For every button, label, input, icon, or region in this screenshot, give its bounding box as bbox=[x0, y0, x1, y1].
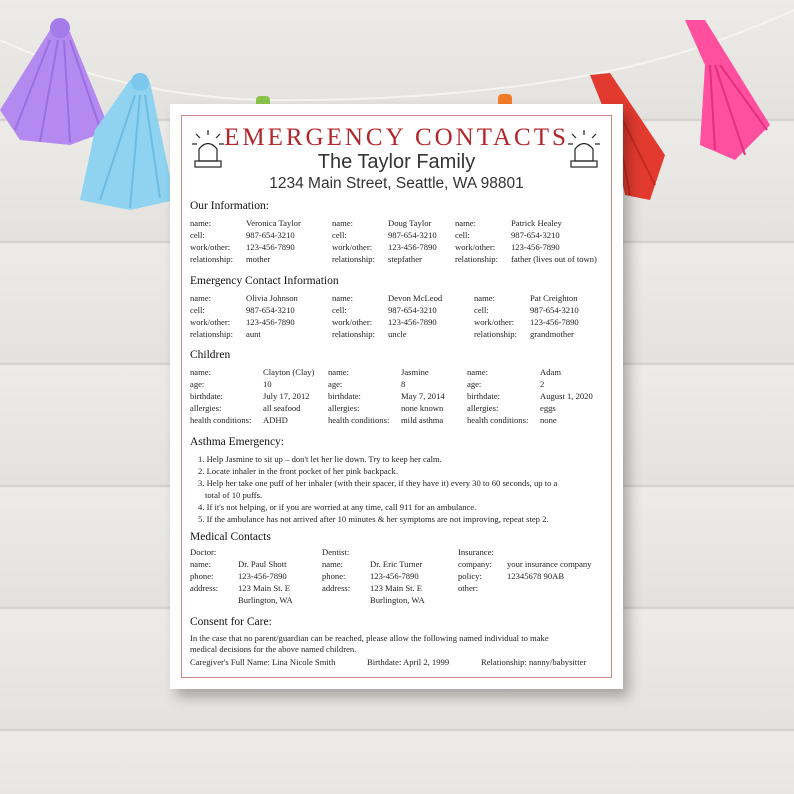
section-heading-our-information: Our Information: bbox=[190, 200, 269, 212]
label-phone: phone: bbox=[322, 571, 346, 581]
pink-tassel bbox=[675, 15, 775, 160]
insurance-title: Insurance: bbox=[458, 547, 494, 557]
value-health: mild asthma bbox=[401, 415, 444, 425]
label-cell: cell: bbox=[332, 305, 347, 315]
label-work: work/other: bbox=[190, 242, 231, 252]
section-heading-asthma: Asthma Emergency: bbox=[190, 436, 284, 448]
value-relationship: father (lives out of town) bbox=[511, 254, 597, 264]
label-birthdate: birthdate: bbox=[328, 391, 361, 401]
label-name: name: bbox=[474, 293, 495, 303]
asthma-step: total of 10 puffs. bbox=[205, 490, 263, 500]
value-cell: 987-654-3210 bbox=[388, 305, 437, 315]
doctor-title: Doctor: bbox=[190, 547, 217, 557]
value-cell: 987-654-3210 bbox=[246, 305, 295, 315]
value-relationship: mother bbox=[246, 254, 271, 264]
caregiver-name: Caregiver's Full Name: Lina Nicole Smith bbox=[190, 657, 336, 667]
document-title: EMERGENCY CONTACTS bbox=[224, 124, 569, 151]
label-work: work/other: bbox=[455, 242, 496, 252]
consent-text: In the case that no parent/guardian can be reached, please allow the following named individual to make bbox=[190, 633, 549, 643]
value-name: Pat Creighton bbox=[530, 293, 578, 303]
label-birthdate: birthdate: bbox=[467, 391, 500, 401]
value-name: Doug Taylor bbox=[388, 218, 432, 228]
label-age: age: bbox=[467, 379, 482, 389]
label-policy: policy: bbox=[458, 571, 482, 581]
value-allergies: none known bbox=[401, 403, 444, 413]
value-birthdate: August 1, 2020 bbox=[540, 391, 593, 401]
value-work: 123-456-7890 bbox=[530, 317, 579, 327]
value-birthdate: May 7, 2014 bbox=[401, 391, 445, 401]
emergency-contacts-sheet bbox=[170, 104, 623, 689]
label-allergies: allergies: bbox=[467, 403, 499, 413]
value-allergies: all seafood bbox=[263, 403, 301, 413]
caregiver-relationship: Relationship: nanny/babysitter bbox=[481, 657, 587, 667]
label-name: name: bbox=[190, 218, 211, 228]
label-health: health conditions: bbox=[328, 415, 390, 425]
label-relationship: relationship: bbox=[332, 254, 375, 264]
value-name: Olivia Johnson bbox=[246, 293, 298, 303]
label-health: health conditions: bbox=[190, 415, 252, 425]
value-name: Patrick Healey bbox=[511, 218, 562, 228]
value-relationship: uncle bbox=[388, 329, 407, 339]
value-health: none bbox=[540, 415, 557, 425]
value-age: 10 bbox=[263, 379, 272, 389]
green-tassel-top bbox=[256, 96, 270, 104]
label-cell: cell: bbox=[332, 230, 347, 240]
doctor-address-city: Burlington, WA bbox=[238, 595, 293, 605]
insurance-policy: 12345678 90AB bbox=[507, 571, 565, 581]
label-relationship: relationship: bbox=[455, 254, 498, 264]
label-work: work/other: bbox=[332, 317, 373, 327]
asthma-step: 1. Help Jasmine to sit up – don't let her lie down. Try to keep her calm. bbox=[198, 454, 442, 464]
value-cell: 987-654-3210 bbox=[246, 230, 295, 240]
value-cell: 987-654-3210 bbox=[388, 230, 437, 240]
doctor-name: Dr. Paul Shott bbox=[238, 559, 287, 569]
value-relationship: stepfather bbox=[388, 254, 422, 264]
label-phone: phone: bbox=[190, 571, 214, 581]
dentist-name: Dr. Eric Turner bbox=[370, 559, 423, 569]
asthma-step: 5. If the ambulance has not arrived after 10 minutes & her symptoms are not improving, repeat step 2. bbox=[198, 514, 549, 524]
label-name: name: bbox=[455, 218, 476, 228]
value-birthdate: July 17, 2012 bbox=[263, 391, 310, 401]
label-cell: cell: bbox=[190, 230, 205, 240]
label-cell: cell: bbox=[474, 305, 489, 315]
label-age: age: bbox=[190, 379, 205, 389]
label-address: address: bbox=[322, 583, 351, 593]
value-work: 123-456-7890 bbox=[511, 242, 560, 252]
value-age: 8 bbox=[401, 379, 406, 389]
value-work: 123-456-7890 bbox=[246, 242, 295, 252]
caregiver-birthdate: Birthdate: April 2, 1999 bbox=[367, 657, 450, 667]
family-name: The Taylor Family bbox=[317, 151, 476, 173]
value-health: ADHD bbox=[263, 415, 288, 425]
label-relationship: relationship: bbox=[190, 254, 233, 264]
value-cell: 987-654-3210 bbox=[511, 230, 560, 240]
label-name: name: bbox=[190, 559, 211, 569]
dentist-address: 123 Main St. E bbox=[370, 583, 423, 593]
value-relationship: aunt bbox=[246, 329, 261, 339]
value-name: Jasmine bbox=[401, 367, 429, 377]
label-name: name: bbox=[467, 367, 488, 377]
label-allergies: allergies: bbox=[328, 403, 360, 413]
label-cell: cell: bbox=[190, 305, 205, 315]
orange-tassel-top bbox=[498, 94, 512, 104]
value-name: Clayton (Clay) bbox=[263, 367, 315, 377]
section-heading-medical: Medical Contacts bbox=[190, 531, 271, 543]
label-name: name: bbox=[332, 218, 353, 228]
value-relationship: grandmother bbox=[530, 329, 574, 339]
label-company: company: bbox=[458, 559, 492, 569]
doctor-phone: 123-456-7890 bbox=[238, 571, 287, 581]
label-work: work/other: bbox=[332, 242, 373, 252]
insurance-company: your insurance company bbox=[507, 559, 592, 569]
blue-tassel bbox=[75, 70, 175, 215]
section-heading-emergency-contacts: Emergency Contact Information bbox=[190, 275, 339, 287]
asthma-step: 3. Help her take one puff of her inhaler (with their spacer, if they have it) every 30 to 60 seconds, up to a bbox=[198, 478, 558, 488]
value-work: 123-456-7890 bbox=[246, 317, 295, 327]
doctor-address: 123 Main St. E bbox=[238, 583, 291, 593]
dentist-address-city: Burlington, WA bbox=[370, 595, 425, 605]
label-cell: cell: bbox=[455, 230, 470, 240]
label-other: other: bbox=[458, 583, 479, 593]
value-work: 123-456-7890 bbox=[388, 242, 437, 252]
value-name: Devon McLeod bbox=[388, 293, 443, 303]
label-address: address: bbox=[190, 583, 219, 593]
label-allergies: allergies: bbox=[190, 403, 222, 413]
value-name: Adam bbox=[540, 367, 562, 377]
label-relationship: relationship: bbox=[332, 329, 375, 339]
label-name: name: bbox=[328, 367, 349, 377]
dentist-title: Dentist: bbox=[322, 547, 350, 557]
label-work: work/other: bbox=[190, 317, 231, 327]
label-relationship: relationship: bbox=[474, 329, 517, 339]
section-heading-children: Children bbox=[190, 349, 231, 361]
dentist-phone: 123-456-7890 bbox=[370, 571, 419, 581]
label-work: work/other: bbox=[474, 317, 515, 327]
label-name: name: bbox=[322, 559, 343, 569]
label-age: age: bbox=[328, 379, 343, 389]
value-cell: 987-654-3210 bbox=[530, 305, 579, 315]
value-allergies: eggs bbox=[540, 403, 556, 413]
value-name: Veronica Taylor bbox=[246, 218, 301, 228]
label-name: name: bbox=[332, 293, 353, 303]
label-name: name: bbox=[190, 293, 211, 303]
section-heading-consent: Consent for Care: bbox=[190, 616, 272, 628]
consent-text: medical decisions for the above named children. bbox=[190, 644, 357, 654]
label-relationship: relationship: bbox=[190, 329, 233, 339]
label-birthdate: birthdate: bbox=[190, 391, 223, 401]
value-age: 2 bbox=[540, 379, 545, 389]
asthma-step: 2. Locate inhaler in the front pocket of her pink backpack. bbox=[198, 466, 398, 476]
family-address: 1234 Main Street, Seattle, WA 98801 bbox=[269, 175, 524, 192]
label-name: name: bbox=[190, 367, 211, 377]
label-health: health conditions: bbox=[467, 415, 529, 425]
value-work: 123-456-7890 bbox=[388, 317, 437, 327]
asthma-step: 4. If it's not helping, or if you are worried at any time, call 911 for an ambulance. bbox=[198, 502, 477, 512]
